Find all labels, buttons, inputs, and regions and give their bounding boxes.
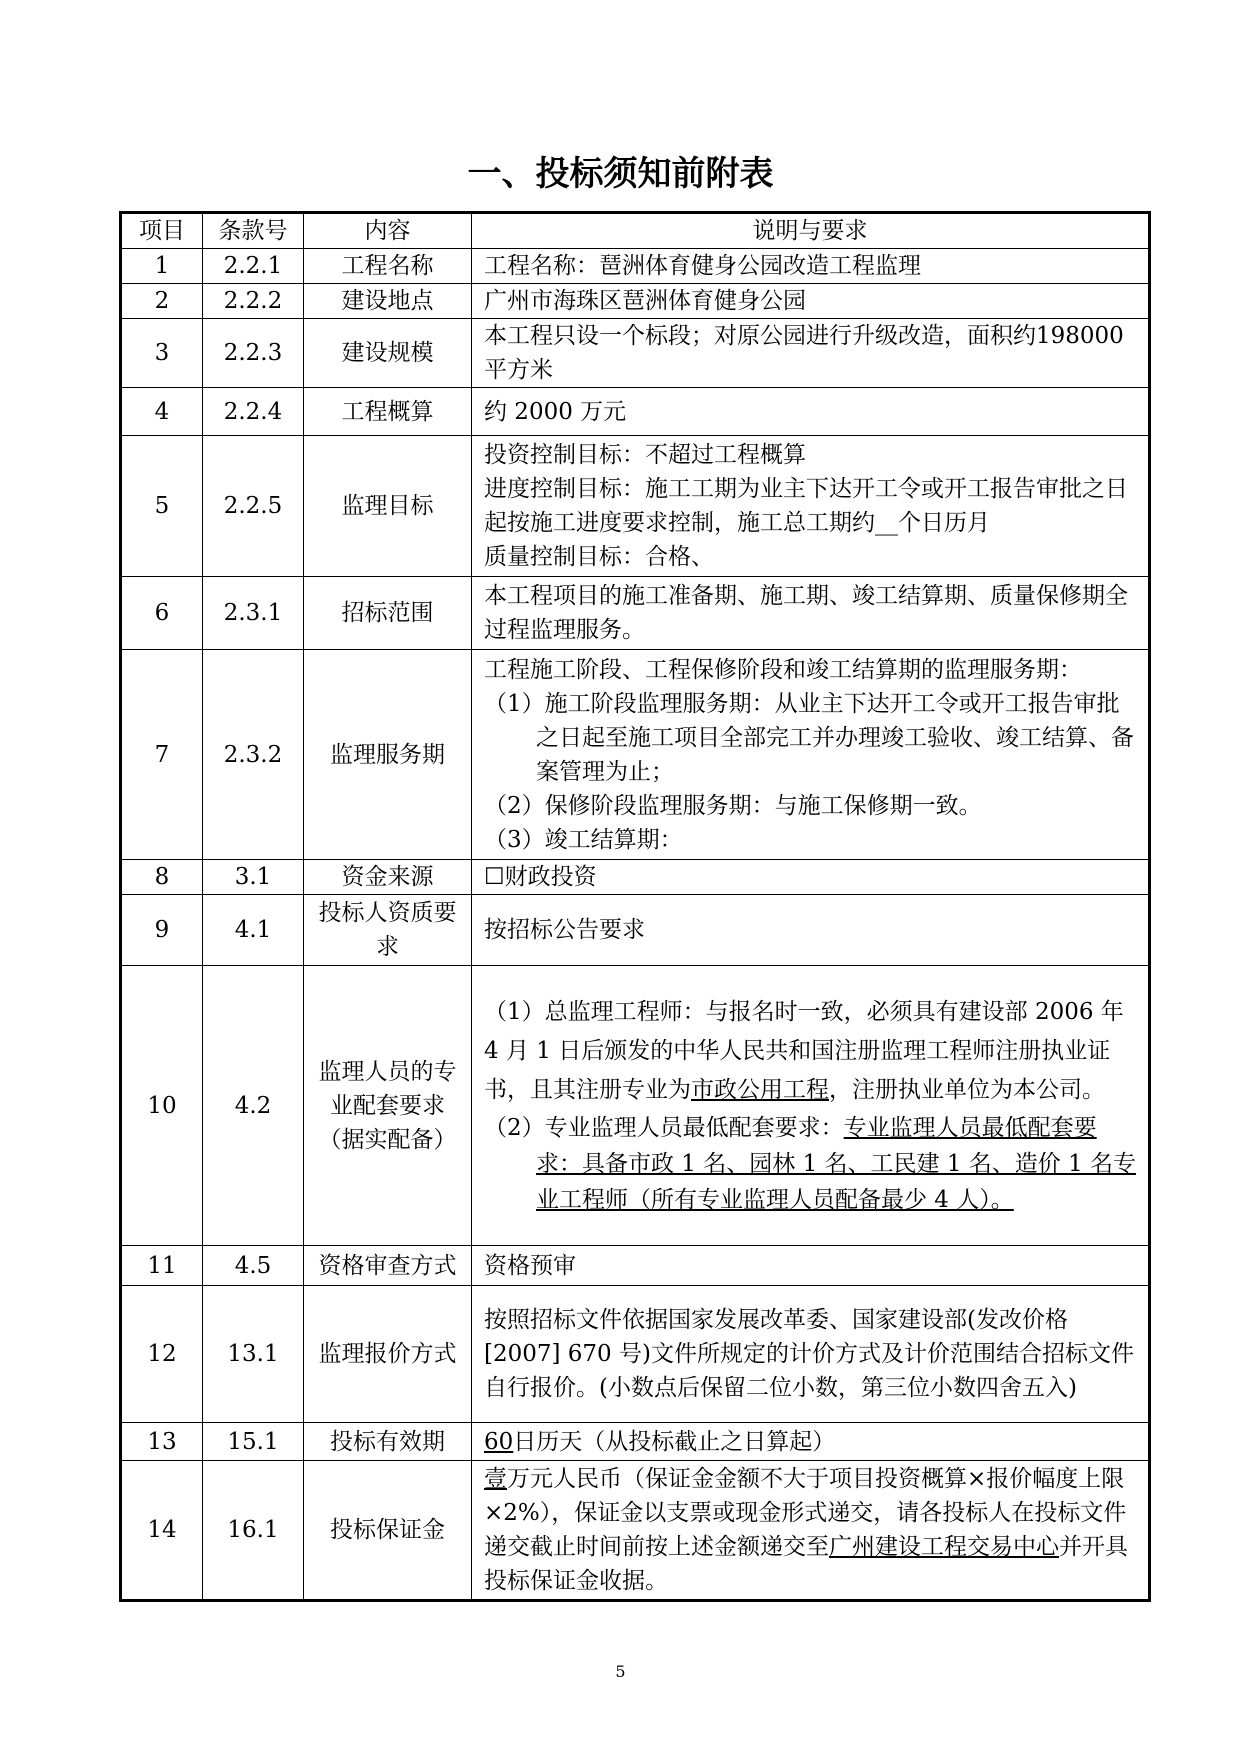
funding-source-checkbox: ☐财政投资: [484, 864, 597, 890]
row-content: 建设规模: [304, 319, 472, 388]
table-row: [121, 1246, 1150, 1286]
page-number: 5: [615, 1662, 626, 1681]
row-number: 2: [121, 284, 203, 319]
row-description: 工程名称：琶洲体育健身公园改造工程监理: [472, 249, 1150, 284]
quality-target: 质量控制目标：合格、: [484, 544, 714, 570]
row-number: 9: [121, 895, 203, 966]
service-period-item: （2）保修阶段监理服务期：与施工保修期一致。: [484, 792, 982, 819]
row-number: 4: [121, 388, 203, 436]
table-row: [121, 895, 1150, 966]
row-number: 5: [121, 436, 203, 577]
row-number: 13: [121, 1423, 203, 1461]
table-row: [121, 284, 1150, 319]
row-content: 工程名称: [304, 249, 472, 284]
row-description: 约 2000 万元: [472, 388, 1150, 436]
table-row: [121, 436, 1150, 577]
row-clause: 2.3.1: [203, 577, 304, 650]
row-description: 60日历天（从投标截止之日算起）: [472, 1423, 1150, 1461]
row-description: [472, 436, 1150, 577]
row-description: 本工程只设一个标段；对原公园进行升级改造，面积约198000 平方米: [472, 319, 1150, 388]
row-description: [472, 650, 1150, 860]
row-number: 11: [121, 1246, 203, 1286]
row-clause: 2.3.2: [203, 650, 304, 860]
table-row: [121, 388, 1150, 436]
header-content: 内容: [304, 213, 472, 249]
row-content: 建设地点: [304, 284, 472, 319]
row-description: [472, 860, 1150, 895]
row-number: 8: [121, 860, 203, 895]
row-number: 12: [121, 1286, 203, 1423]
row-clause: 4.1: [203, 895, 304, 966]
row-number: 10: [121, 966, 203, 1246]
row-content: 资格审查方式: [304, 1246, 472, 1286]
row-description: 按招标公告要求: [472, 895, 1150, 966]
header-description: 说明与要求: [472, 213, 1150, 249]
row-content: 投标人资质要求: [304, 895, 472, 966]
row-description: 壹万元人民币（保证金金额不大于项目投资概算×报价幅度上限×2%），保证金以支票或现金形式递交，请各投标人在投标文件递交截止时间前按上述金额递交至广州建设工程交易中心并开具投标保证金收据。: [472, 1461, 1150, 1601]
row-content: 工程概算: [304, 388, 472, 436]
investment-target: 投资控制目标：不超过工程概算: [484, 442, 806, 468]
document-title: 一、投标须知前附表: [467, 154, 774, 194]
header-item-no: 项目: [121, 213, 203, 249]
row-description: 资格预审: [472, 1246, 1150, 1286]
row-clause: 2.2.3: [203, 319, 304, 388]
row-number: 3: [121, 319, 203, 388]
row-clause: 2.2.2: [203, 284, 304, 319]
table-row: [121, 1461, 1150, 1601]
row-clause: 2.2.5: [203, 436, 304, 577]
bid-info-table: [119, 211, 1151, 1602]
row-clause: 2.2.1: [203, 249, 304, 284]
table-row: [121, 650, 1150, 860]
row-number: 14: [121, 1461, 203, 1601]
table-row: [121, 966, 1150, 1246]
row-clause: 16.1: [203, 1461, 304, 1601]
row-description: 广州市海珠区琶洲体育健身公园: [472, 284, 1150, 319]
table-row: [121, 577, 1150, 650]
staff-requirement: （2）专业监理人员最低配套要求：专业监理人员最低配套要求：具备市政 1 名、园林 1 名、工民建 1 名、造价 1 名专业工程师（所有专业监理人员配备最少 4 人）。: [484, 1115, 1137, 1213]
chief-supervisor-requirement: （1）总监理工程师：与报名时一致，必须具有建设部 2006 年 4 月 1 日后颁发的中华人民共和国注册监理工程师注册执业证书，且其注册专业为市政公用工程，注册执业单位为本公司。: [484, 999, 1124, 1103]
row-content: 资金来源: [304, 860, 472, 895]
row-number: 1: [121, 249, 203, 284]
row-content: 投标保证金: [304, 1461, 472, 1601]
table-header-row: [121, 213, 1150, 249]
table-row: [121, 1286, 1150, 1423]
row-clause: 3.1: [203, 860, 304, 895]
schedule-target: 进度控制目标：施工工期为业主下达开工令或开工报告审批之日起按施工进度要求控制，施工总工期约__个日历月: [484, 476, 1128, 536]
row-number: 7: [121, 650, 203, 860]
row-description: 本工程项目的施工准备期、施工期、竣工结算期、质量保修期全过程监理服务。: [472, 577, 1150, 650]
header-clause: 条款号: [203, 213, 304, 249]
service-period-item: （1）施工阶段监理服务期：从业主下达开工令或开工报告审批之日起至施工项目全部完工并办理竣工验收、竣工结算、备案管理为止；: [484, 690, 1134, 785]
row-number: 6: [121, 577, 203, 650]
row-description: [472, 966, 1150, 1246]
row-content: 投标有效期: [304, 1423, 472, 1461]
table-row: [121, 249, 1150, 284]
row-content: 招标范围: [304, 577, 472, 650]
service-period-item: （3）竣工结算期：: [484, 826, 683, 853]
row-content: 监理人员的专业配套要求（据实配备）: [304, 966, 472, 1246]
row-clause: 13.1: [203, 1286, 304, 1423]
row-description: 按照招标文件依据国家发展改革委、国家建设部(发改价格[2007] 670 号)文件所规定的计价方式及计价范围结合招标文件自行报价。(小数点后保留二位小数，第三位小数四舍五入): [472, 1286, 1150, 1423]
row-content: 监理报价方式: [304, 1286, 472, 1423]
row-clause: 4.5: [203, 1246, 304, 1286]
table-row: [121, 860, 1150, 895]
row-clause: 4.2: [203, 966, 304, 1246]
table-row: [121, 1423, 1150, 1461]
row-clause: 15.1: [203, 1423, 304, 1461]
row-clause: 2.2.4: [203, 388, 304, 436]
service-period-intro: 工程施工阶段、工程保修阶段和竣工结算期的监理服务期：: [484, 656, 1082, 683]
table-row: [121, 319, 1150, 388]
row-content: 监理目标: [304, 436, 472, 577]
row-content: 监理服务期: [304, 650, 472, 860]
